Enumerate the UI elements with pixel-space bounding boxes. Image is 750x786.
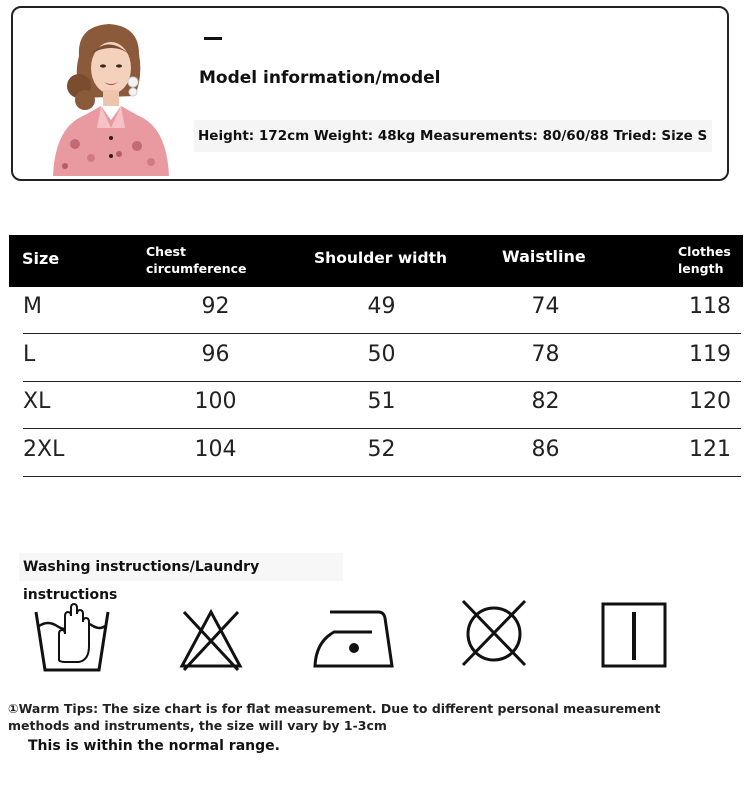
cell-length: 120	[689, 389, 731, 414]
decorative-dash	[204, 37, 222, 40]
cell-waist: 74	[531, 294, 560, 319]
model-measurements: Height: 172cm Weight: 48kg Measurements: 80/60/88 Tried: Size S	[194, 120, 712, 152]
cell-waist: 82	[531, 389, 560, 414]
cell-length: 119	[689, 342, 731, 367]
cell-waist: 86	[531, 437, 560, 462]
cell-chest: 100	[194, 389, 237, 414]
header-waist: Waistline	[502, 247, 586, 266]
do-not-tumble-dry-icon	[460, 598, 528, 668]
hand-wash-icon	[33, 598, 111, 674]
cell-size: L	[23, 342, 36, 367]
table-row	[23, 287, 741, 334]
do-not-bleach-icon	[178, 598, 244, 672]
warm-tips-note: This is within the normal range.	[28, 738, 280, 754]
header-chest: Chest circumference	[146, 244, 247, 276]
warm-tips: ①Warm Tips: The size chart is for flat measurement. Due to different personal measurement methods and instruments, the size will vary by 1-3cm	[8, 701, 661, 733]
iron-low-heat-icon	[312, 598, 396, 672]
size-table-header	[9, 235, 743, 287]
cell-size: XL	[23, 389, 51, 414]
header-size: Size	[22, 249, 60, 268]
cell-length: 118	[689, 294, 731, 319]
line-dry-icon	[600, 598, 668, 670]
cell-chest: 92	[201, 294, 230, 319]
cell-waist: 78	[531, 342, 560, 367]
cell-shoulder: 52	[367, 437, 396, 462]
cell-size: 2XL	[23, 437, 65, 462]
cell-chest: 104	[194, 437, 237, 462]
table-row	[23, 382, 741, 429]
table-row	[23, 335, 741, 382]
header-length: Clothes length	[678, 244, 731, 276]
table-row	[23, 430, 741, 477]
cell-shoulder: 49	[367, 294, 396, 319]
cell-size: M	[23, 294, 42, 319]
header-shoulder: Shoulder width	[314, 249, 448, 267]
model-photo	[39, 16, 179, 176]
cell-chest: 96	[201, 342, 230, 367]
cell-shoulder: 51	[367, 389, 396, 414]
washing-title: Washing instructions/Laundry instructions	[19, 553, 343, 581]
cell-shoulder: 50	[367, 342, 396, 367]
model-title: Model information/model	[199, 68, 441, 88]
model-info-card	[11, 6, 729, 181]
cell-length: 121	[689, 437, 731, 462]
